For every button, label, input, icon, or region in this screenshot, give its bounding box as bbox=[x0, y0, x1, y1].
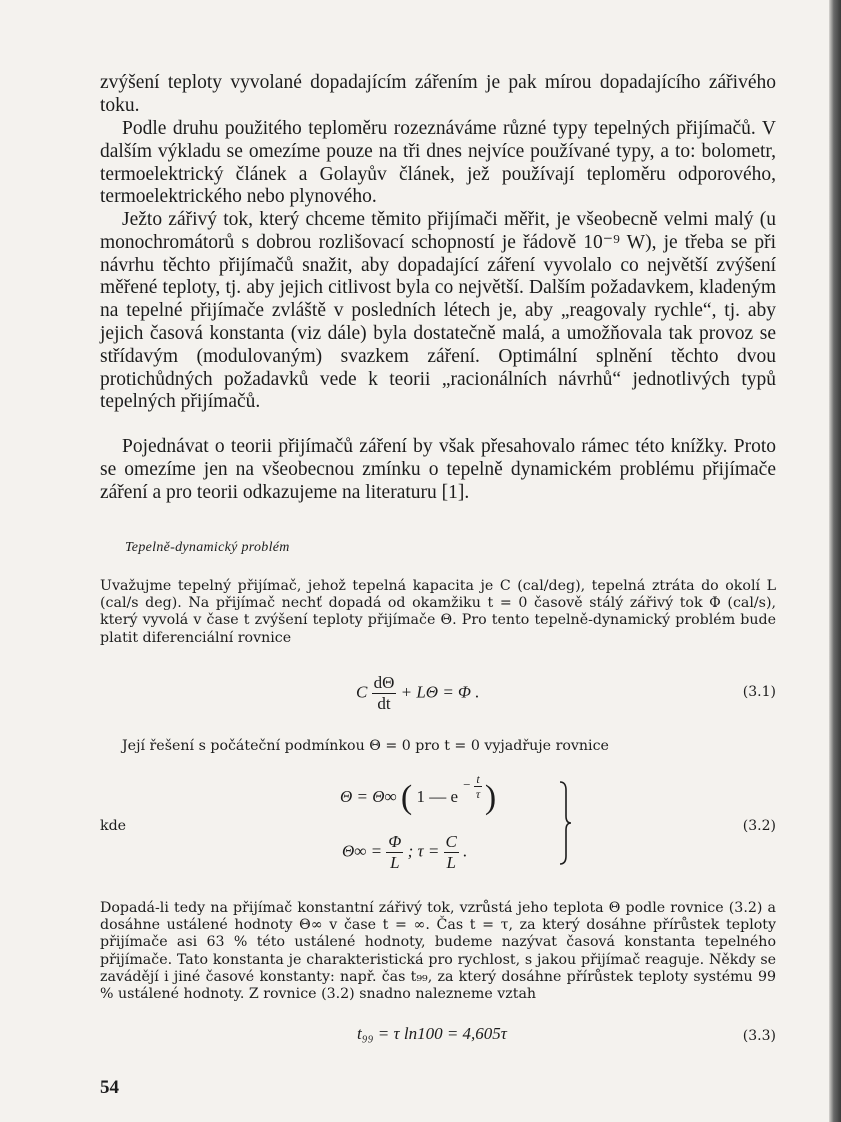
equation-number: (3.3) bbox=[742, 1028, 776, 1044]
page-number: 54 bbox=[100, 1077, 119, 1098]
paren-close: ) bbox=[484, 779, 497, 817]
eq-fraction: $\frac{d\Theta}{dt}$ bbox=[373, 673, 395, 713]
equation-3-1 bbox=[356, 673, 480, 714]
paragraph-text: Pojednávat o teorii přijímačů záření by však přesahovalo rámec této knížky. Proto se omezíme jen na všeobecnou zmínku o tepelně dynamickém problému přijímače záření a pro teorii odkazujeme na literaturu [1]. bbox=[100, 436, 776, 503]
paragraph-small-2: Její řešení s počáteční podmínkou Θ = 0 pro t = 0 vyjadřuje rovnice bbox=[122, 738, 609, 754]
eq-term: C bbox=[356, 682, 368, 702]
equation-number: (3.1) bbox=[742, 684, 776, 700]
paragraph-text: zvýšení teploty vyvolané dopadajícím zářením je pak mírou dopadajícího zářivého toku. bbox=[100, 72, 776, 116]
section-heading: Tepelně-dynamický problém bbox=[125, 540, 290, 555]
page-binding-edge bbox=[829, 0, 841, 1122]
paren-open: ( bbox=[400, 779, 413, 817]
paragraph-text: Podle druhu použitého teploměru rozeznáváme různé typy tepelných přijímačů. V dalším výkladu se omezíme pouze na tři dnes nejvíce používané typy, a to: bolometr, termoelektrický článek a Golayův článek, jež používají teploměru odporového, termoelektrického nebo plynového. bbox=[100, 118, 776, 208]
eq-term: + LΘ = Φ . bbox=[400, 682, 480, 702]
paragraph-1 bbox=[100, 72, 776, 118]
eq-fraction: $\frac{\Phi}{L}$ bbox=[388, 832, 402, 872]
paragraph-2 bbox=[100, 118, 776, 209]
paragraph-4 bbox=[100, 436, 776, 504]
equation-3-2-line-2: Θ∞ = $\frac{\Phi}{L}$ ; τ = $\frac{C}{L}$ . bbox=[342, 832, 468, 872]
paragraph-3 bbox=[100, 209, 776, 414]
paragraph-text: Ježto zářivý tok, který chceme těmito přijímači měřit, je všeobecně velmi malý (u monochromátorů s dobrou rozlišovací schopností je řádově 10⁻⁹ W), je třeba se při návrhu těchto přijímačů snažit, aby dopadající záření vyvolalo co největší zvýšení měřené teploty, tj. aby jejich citlivost byla co největší. Dalším požadavkem, kladeným na tepelné přijímače zvláště v posledních létech je, aby „reagovaly rychle“, tj. aby jejich časová konstanta (viz dále) byla dostatečně malá, a umožňovala tak provoz se střídavým (modulovaným) svazkem záření. Optimální splnění těchto dvou protichůdných požadavků vede k teorii „racionálních návrhů“ jednotlivých typů tepelných přijímačů. bbox=[100, 209, 776, 413]
eq-fraction: $\frac{C}{L}$ bbox=[445, 832, 457, 872]
kde-label: kde bbox=[100, 818, 127, 834]
paragraph-small-1: Uvažujme tepelný přijímač, jehož tepelná kapacita je C (cal/deg), tepelná ztráta do okolí L (cal/s deg). Na přijímač nechť dopadá od okamžiku t = 0 časově stálý zářivý tok Φ (cal/s), který vyvolá v čase t zvýšení teploty přijímače Θ. Pro tento tepelně-dynamický problém bude platit diferenciální rovnice bbox=[100, 578, 776, 646]
equation-number: (3.2) bbox=[742, 818, 776, 834]
paragraph-small-3: Dopadá-li tedy na přijímač konstantní zářivý tok, vzrůstá jeho teplota Θ podle rovnice (3.2) a dosáhne ustálené hodnoty Θ∞ v čase t = ∞. Čas t = τ, za který dosáhne přírůstek teploty přijímače asi 63 % této ustálené hodnoty, budeme nazývat časová konstanta tepelného přijímače. Tato konstanta je charakteristická pro rychlost, s jakou přijímač reaguje. Někdy se zavádějí i jiné časové konstanty: např. čas t₉₉, za který dosáhne přírůstek teploty systému 99 % ustálené hodnoty. Z rovnice (3.2) snadno nalezneme vztah bbox=[100, 900, 776, 1003]
exponent: − t τ bbox=[462, 772, 481, 801]
right-brace-icon bbox=[558, 780, 572, 866]
equation-3-3: t₉₉ = τ ln100 = 4,605τ bbox=[357, 1024, 507, 1043]
equation-3-2-line-1: Θ = Θ∞ ( 1 — e $^{- \frac{t}{\tau}}$ ) bbox=[340, 772, 497, 817]
